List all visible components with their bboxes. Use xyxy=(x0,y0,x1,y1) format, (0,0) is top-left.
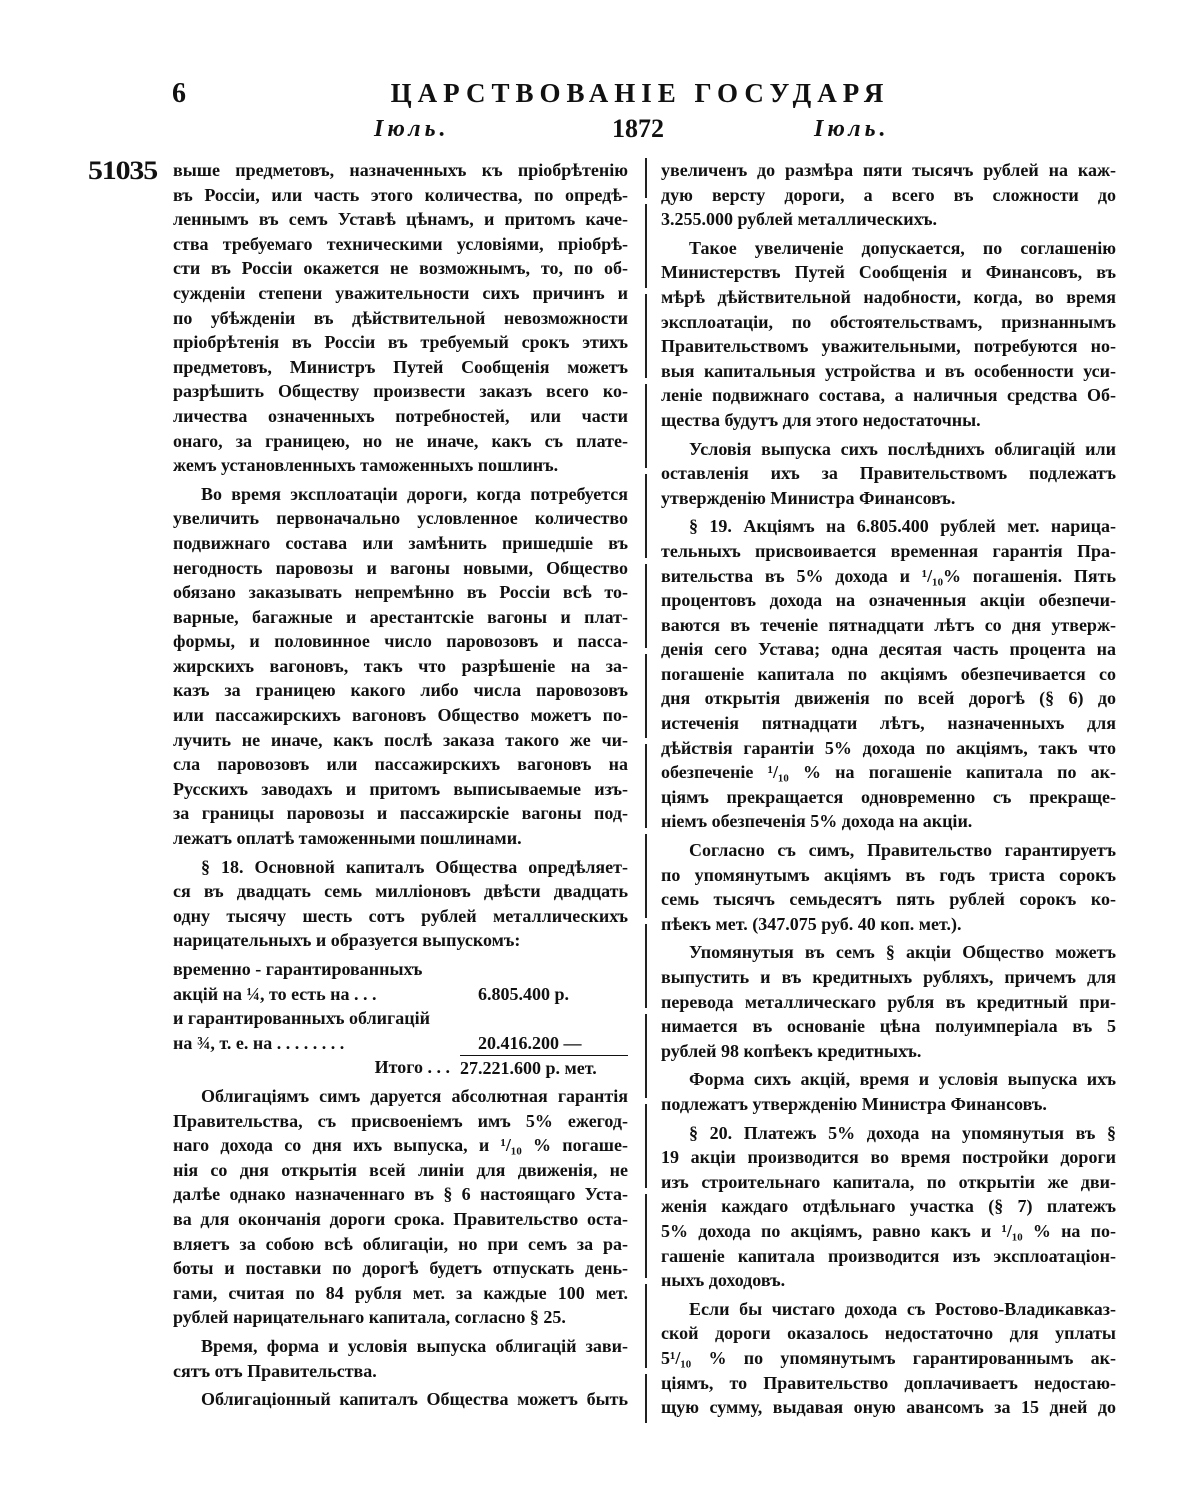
text-line: утвержденію Министра Финансовъ. xyxy=(661,487,956,508)
text-line: щую сумму, выдавая оную авансомъ за 15 дней до xyxy=(661,1397,1116,1418)
text-line: Если бы чистаго дохода съ Ростово-Владикавказ- xyxy=(689,1298,1116,1319)
text-line: погашеніе капитала по акціямъ обезпечивается со xyxy=(661,663,1116,684)
text-line: лучить не иначе, какъ послѣ заказа такого же чи- xyxy=(173,729,628,750)
paragraph xyxy=(173,482,628,851)
text-line: рублей 98 копѣекъ кредитныхъ. xyxy=(661,1040,922,1061)
text-line: сужденіи степени уважительности сихъ причинъ и xyxy=(173,282,628,303)
text-line: денія сего Устава; одна десятая часть процента на xyxy=(661,639,1116,660)
text-line: дую версту дороги, а всего въ сложности до xyxy=(661,184,1116,205)
text-line: или пассажирскихъ вагоновъ Общество можетъ по- xyxy=(173,705,628,726)
text-line: ціямъ прекращается одновременно съ прекраще- xyxy=(661,786,1116,807)
text-line: ся въ двадцать семь милліоновъ двѣсти двадцать xyxy=(173,881,628,902)
paragraph xyxy=(661,158,1116,232)
table-row xyxy=(173,957,628,982)
row-label: временно - гарантированныхъ xyxy=(173,959,423,979)
text-line: семь тысячъ семьдесятъ пять рублей сорокъ ко- xyxy=(661,889,1116,910)
text-line: жирскихъ вагоновъ, такъ что разрѣшеніе на за- xyxy=(173,655,628,676)
text-line: обязано заказывать непремѣнно въ Россіи всѣ то- xyxy=(173,582,628,603)
text-line: вительства въ 5% дохода и ¹/₁₀% погашенія. Пять xyxy=(661,565,1116,586)
total-amount: 27.221.600 р. мет. xyxy=(460,1055,628,1080)
table-row xyxy=(173,982,628,1007)
left-column xyxy=(173,158,628,1416)
running-title: ЦАРСТВОВАНІЕ ГОСУДАРЯ xyxy=(390,78,890,108)
paragraph xyxy=(661,236,1116,433)
text-line: увеличенъ до размѣра пяти тысячъ рублей на каж- xyxy=(661,160,1116,180)
text-line: рублей нарицательнаго капитала, согласно § 25. xyxy=(173,1307,566,1328)
text-line: дня открытія движенія по всей дорогѣ (§ 6) до xyxy=(661,688,1116,709)
paragraph xyxy=(661,1121,1116,1293)
text-line: Во время эксплоатаціи дороги, когда потребуется xyxy=(201,483,628,504)
text-line: сятъ отъ Правительства. xyxy=(173,1360,377,1381)
text-line: леннымъ въ семъ Уставѣ цѣнамъ, и притомъ каче- xyxy=(173,209,628,230)
text-line: женія каждаго отдѣльнаго участка (§ 7) платежъ xyxy=(661,1196,1116,1217)
text-line: варные, багажные и арестантскіе вагоны и плат- xyxy=(173,606,628,627)
left-paragraphs-before xyxy=(173,158,628,953)
text-line: ской дороги оказалось недостаточно для уплаты xyxy=(661,1323,1116,1344)
left-paragraphs-after xyxy=(173,1084,628,1412)
text-line: казъ за границею какого либо числа паровозовъ xyxy=(173,680,628,701)
paragraph xyxy=(661,514,1116,834)
paragraph xyxy=(661,838,1116,936)
text-line: § 19. Акціямъ на 6.805.400 рублей мет. нарица- xyxy=(689,516,1116,537)
year: 1872 xyxy=(612,114,664,143)
text-line: за границы паровозы и пассажирскіе вагоны под- xyxy=(173,803,628,824)
page-number: 6 xyxy=(172,78,186,109)
text-line: Правительства, съ присвоеніемъ имъ 5% ежегод- xyxy=(173,1110,628,1131)
text-line: § 18. Основной капиталъ Общества опредѣляет- xyxy=(201,856,628,877)
text-line: пріобрѣтенія въ Россіи въ требуемый срокъ этихъ xyxy=(173,332,628,353)
text-line: выше предметовъ, назначенныхъ къ пріобрѣтенію xyxy=(173,160,628,180)
text-line: по упомянутымъ акціямъ въ годъ триста сорокъ xyxy=(661,864,1116,885)
month-right: Іюль. xyxy=(814,116,890,142)
text-line: Русскихъ заводахъ и притомъ выписываемые изъ- xyxy=(173,778,628,799)
text-line: нія со дня открытія всей линіи для движенія, не xyxy=(173,1159,628,1180)
paragraph xyxy=(661,437,1116,511)
text-line: 19 акціи производится во время постройки дороги xyxy=(661,1147,1116,1168)
text-line: лежатъ оплатѣ таможенными пошлинами. xyxy=(173,828,522,849)
text-line: ныхъ доходовъ. xyxy=(661,1270,786,1291)
text-line: обезпеченіе ¹/₁₀ % на погашеніе капитала по ак- xyxy=(661,762,1116,783)
table-row xyxy=(173,1006,628,1031)
right-paragraphs xyxy=(661,158,1116,1420)
text-line: сла паровозовъ или пассажирскихъ вагоновъ на xyxy=(173,754,628,775)
text-line: Министерствъ Путей Сообщенія и Финансовъ, въ xyxy=(661,262,1116,283)
text-line: формы, и половинное число паровозовъ и пасса- xyxy=(173,631,628,652)
row-amount: 20.416.200 — xyxy=(478,1032,582,1053)
row-amount: 6.805.400 р. xyxy=(478,983,570,1004)
law-number: 51035 xyxy=(88,156,157,185)
row-label: и гарантированныхъ облигацій xyxy=(173,1008,430,1029)
paragraph xyxy=(173,1334,628,1383)
paragraph xyxy=(661,1297,1116,1420)
row-label: акцій на ¼, то есть на . . . xyxy=(173,983,377,1004)
text-line: въ Россіи, или часть этого количества, по опредѣ- xyxy=(173,184,628,205)
text-line: Облигаціямъ симъ даруется абсолютная гарантія xyxy=(201,1085,628,1106)
text-line: боты и поставки по дорогѣ будетъ отпускать день- xyxy=(173,1258,628,1279)
text-line: ціямъ, то Правительство доплачиваетъ недостаю- xyxy=(661,1372,1116,1393)
text-line: предметовъ, Министръ Путей Сообщенія можетъ xyxy=(173,356,628,377)
text-line: леніе подвижнаго состава, а наличныя средства Об- xyxy=(661,385,1116,406)
text-line: процентовъ дохода на означенныя акціи обезпечи- xyxy=(661,590,1116,611)
text-line: онаго, за границею, но не иначе, какъ съ плате- xyxy=(173,430,628,451)
month-left: Іюль. xyxy=(374,116,450,142)
text-line: пѣекъ мет. (347.075 руб. 40 коп. мет.). xyxy=(661,913,962,934)
text-line: Форма сихъ акцій, время и условія выпуска ихъ xyxy=(689,1069,1116,1090)
text-line: жемъ установленныхъ таможенныхъ пошлинъ. xyxy=(173,455,559,476)
text-line: истеченія пятнадцати лѣтъ, назначенныхъ для xyxy=(661,713,1116,734)
text-line: выпустить и въ кредитныхъ рубляхъ, причемъ для xyxy=(661,967,1116,987)
row-label: на ¾, т. е. на . . . . . . . . xyxy=(173,1032,345,1053)
text-line: Согласно съ симъ, Правительство гарантируетъ xyxy=(689,840,1116,861)
text-line: Такое увеличеніе допускается, по соглашенію xyxy=(689,237,1116,258)
paragraph xyxy=(173,1387,628,1412)
table-row xyxy=(173,1031,628,1056)
text-line: § 20. Платежъ 5% дохода на упомянутыя въ § xyxy=(689,1122,1116,1143)
paragraph xyxy=(173,855,628,953)
text-line: наго дохода со дня ихъ выпуска, и ¹/₁₀ % погаше- xyxy=(173,1135,628,1156)
text-line: гами, считая по 84 рубля мет. за каждые 100 мет. xyxy=(173,1282,628,1303)
text-line: по убѣжденіи въ дѣйствительной невозможности xyxy=(173,307,628,328)
text-line: Упомянутыя въ семъ § акціи Общество можетъ xyxy=(689,942,1116,963)
text-line: далѣе однако назначеннаго въ § 6 настоящаго Уста- xyxy=(173,1184,628,1205)
text-line: ства требуемаго техническими условіями, пріобрѣ- xyxy=(173,233,628,254)
text-line: Время, форма и условія выпуска облигацій зави- xyxy=(201,1335,628,1356)
column-divider xyxy=(645,158,647,1423)
text-line: изъ строительнаго капитала, по открытіи же дви- xyxy=(661,1171,1116,1192)
text-line: тельныхъ присвоивается временная гарантія Пра- xyxy=(661,540,1116,561)
capital-table xyxy=(173,957,628,1080)
text-line: 5¹/₁₀ % по упомянутымъ гарантированнымъ ак- xyxy=(661,1347,1116,1368)
paragraph xyxy=(173,1084,628,1330)
text-line: вляетъ за собою всѣ облигаціи, но при семъ за ра- xyxy=(173,1233,628,1254)
paragraph xyxy=(173,158,628,478)
table-total-row xyxy=(173,1055,628,1080)
text-line: 3.255.000 рублей металлическихъ. xyxy=(661,209,937,230)
text-line: ва для окончанія дороги срока. Правительство оста- xyxy=(173,1208,628,1229)
text-line: перевода металлическаго рубля въ кредитный при- xyxy=(661,991,1116,1012)
text-line: оставленія ихъ за Правительствомъ подлежатъ xyxy=(661,463,1116,484)
text-line: дѣйствія гарантіи 5% дохода по акціямъ, такъ что xyxy=(661,737,1116,758)
right-column xyxy=(661,158,1116,1424)
text-line: 5% дохода по акціямъ, равно какъ и ¹/₁₀ % на по- xyxy=(661,1220,1116,1241)
text-line: щества будутъ для этого недостаточны. xyxy=(661,409,981,430)
text-line: эксплоатаціи, по обстоятельствамъ, признаннымъ xyxy=(661,311,1116,332)
text-line: нарицательныхъ и образуется выпускомъ: xyxy=(173,930,521,951)
text-line: одну тысячу шесть сотъ рублей металлическихъ xyxy=(173,905,628,926)
total-label: Итого . . . xyxy=(374,1057,450,1078)
text-line: подвижнаго состава или замѣнить пришедшіе въ xyxy=(173,532,628,553)
text-line: Условія выпуска сихъ послѣднихъ облигацій или xyxy=(689,438,1116,459)
paragraph xyxy=(661,940,1116,1063)
text-line: подлежатъ утвержденію Министра Финансовъ. xyxy=(661,1093,1047,1114)
text-line: ніемъ обезпеченія 5% дохода на акціи. xyxy=(661,811,973,832)
text-line: Облигаціонный капиталъ Общества можетъ быть xyxy=(201,1389,628,1410)
text-line: увеличить первоначально условленное количество xyxy=(173,508,628,529)
text-line: личества означенныхъ потребностей, или части xyxy=(173,405,628,426)
paragraph xyxy=(661,1067,1116,1116)
text-line: мѣрѣ дѣйствительной надобности, когда, во время xyxy=(661,286,1116,307)
text-line: ваются въ теченіе пятнадцати лѣтъ со дня утверж- xyxy=(661,614,1116,635)
text-line: Правительствомъ уважительными, потребуются но- xyxy=(661,336,1116,357)
text-line: разрѣшить Обществу произвести заказъ всего ко- xyxy=(173,381,628,402)
text-line: сти въ Россіи окажется не возможнымъ, то, по об- xyxy=(173,258,628,279)
text-line: негодность паровозы и вагоны новыми, Общество xyxy=(173,557,628,578)
text-line: гашеніе капитала производится изъ эксплоатаціон- xyxy=(661,1245,1116,1266)
text-line: нимается въ основаніе цѣна полуимперіала въ 5 xyxy=(661,1016,1116,1037)
text-line: выя капитальныя устройства и въ особенности уси- xyxy=(661,360,1116,381)
